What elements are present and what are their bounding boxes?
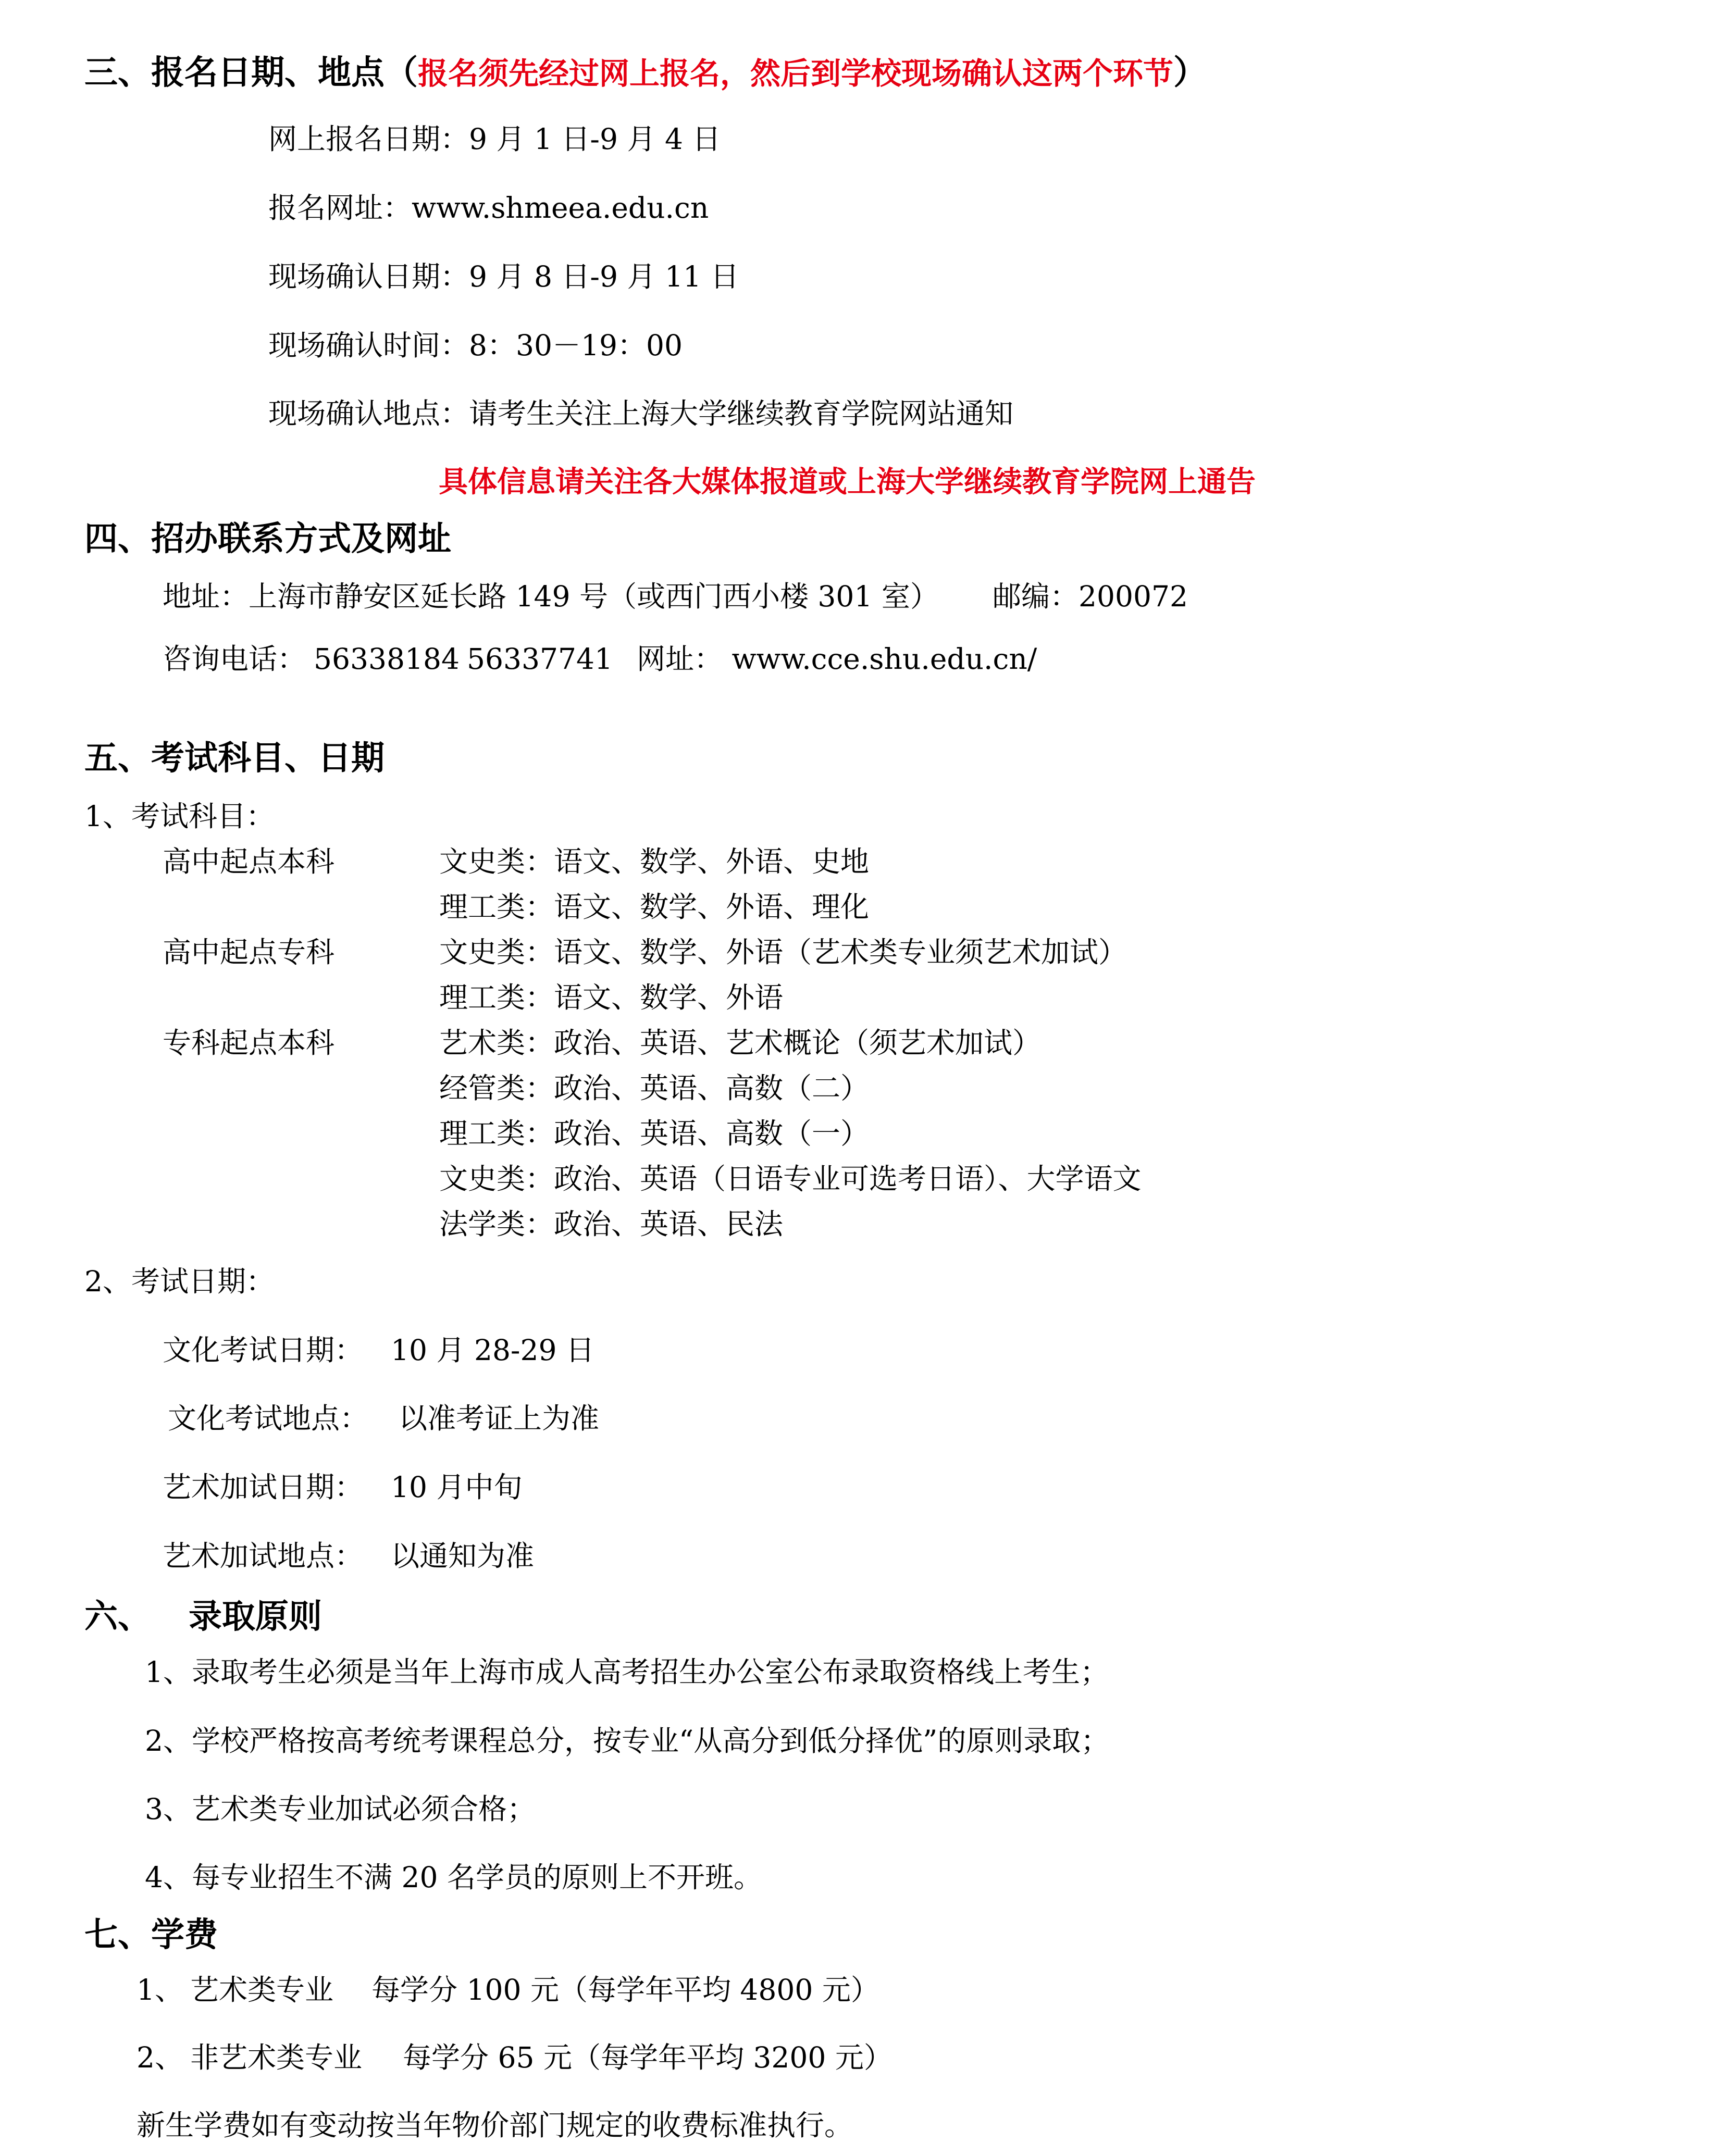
onsite-confirm-location: 现场确认地点：请考生关注上海大学继续教育学院网站通知 xyxy=(268,397,1014,430)
exam-location-value: 以准考证上为准 xyxy=(399,1402,600,1435)
art-exam-location-value: 以通知为准 xyxy=(391,1539,535,1573)
exam-location-label: 文化考试地点： xyxy=(168,1402,369,1435)
phone-number-2: 56337741 xyxy=(467,642,613,676)
track-line: 法学类：政治、英语、民法 xyxy=(439,1207,784,1241)
admission-rule: 3、艺术类专业加试必须合格； xyxy=(145,1792,536,1826)
section-6-heading-number: 六、 xyxy=(84,1598,151,1636)
fee-price: 每学分 100 元（每学年平均 4800 元） xyxy=(371,1973,879,2007)
fee-number: 1、 xyxy=(137,1973,183,2007)
fee-number: 2、 xyxy=(137,2041,183,2074)
onsite-confirm-date: 现场确认日期：9 月 8 日-9 月 11 日 xyxy=(268,260,739,293)
admission-rule: 4、每专业招生不满 20 名学员的原则上不开班。 xyxy=(145,1861,762,1894)
subjects-label: 1、考试科目： xyxy=(84,800,275,833)
online-registration-date: 网上报名日期：9 月 1 日-9 月 4 日 xyxy=(268,122,721,156)
exam-date-value: 10 月 28-29 日 xyxy=(391,1334,594,1367)
onsite-confirm-time: 现场确认时间：8：30－19：00 xyxy=(268,329,683,362)
phone-number-1: 56338184 xyxy=(314,642,460,676)
track-line: 艺术类：政治、英语、艺术概论（须艺术加试） xyxy=(439,1026,1042,1060)
office-website: 网址： www.cce.shu.edu.cn/ xyxy=(637,642,1037,676)
phone-label: 咨询电话： xyxy=(163,642,306,676)
art-exam-location-label: 艺术加试地点： xyxy=(163,1539,364,1573)
art-exam-date-value: 10 月中旬 xyxy=(391,1470,523,1504)
admission-rule: 2、学校严格按高考统考课程总分，按专业“从高分到低分择优”的原则录取； xyxy=(145,1724,1110,1758)
track-line: 理工类：语文、数学、外语、理化 xyxy=(439,890,870,924)
fee-price: 每学分 65 元（每学年平均 3200 元） xyxy=(403,2041,893,2074)
level-hs-associate: 高中起点专科 xyxy=(163,936,335,969)
level-associate-bachelor: 专科起点本科 xyxy=(163,1026,335,1060)
track-line: 经管类：政治、英语、高数（二） xyxy=(439,1071,870,1105)
exam-date-label: 文化考试日期： xyxy=(163,1334,364,1367)
section-6-heading: 录取原则 xyxy=(189,1598,322,1636)
section-3-title: 三、报名日期、地点 xyxy=(84,54,385,92)
art-exam-date-label: 艺术加试日期： xyxy=(163,1470,364,1504)
section-7-heading: 七、学费 xyxy=(84,1916,218,1954)
paren-open: （ xyxy=(385,54,418,92)
section-5-heading: 五、考试科目、日期 xyxy=(84,739,385,778)
dates-label: 2、考试日期： xyxy=(84,1265,275,1298)
registration-website: 报名网址：www.shmeea.edu.cn xyxy=(268,191,709,225)
track-line: 文史类：语文、数学、外语、史地 xyxy=(439,845,870,878)
paren-close: ） xyxy=(1173,54,1207,92)
registration-note: 报名须先经过网上报名，然后到学校现场确认这两个环节 xyxy=(418,56,1174,91)
section-4-heading: 四、招办联系方式及网址 xyxy=(84,520,451,558)
track-line: 文史类：政治、英语（日语专业可选考日语）、大学语文 xyxy=(439,1162,1142,1195)
section-3-heading xyxy=(84,56,1207,90)
level-hs-bachelor: 高中起点本科 xyxy=(163,845,335,878)
media-notice: 具体信息请关注各大媒体报道或上海大学继续教育学院网上通告 xyxy=(439,465,1256,499)
track-line: 理工类：政治、英语、高数（一） xyxy=(439,1117,870,1150)
admission-rule: 1、录取考生必须是当年上海市成人高考招生办公室公布录取资格线上考生； xyxy=(145,1655,1109,1689)
postcode: 邮编：200072 xyxy=(993,580,1188,613)
track-line: 理工类：语文、数学、外语 xyxy=(439,981,784,1014)
fee-major: 非艺术类专业 xyxy=(190,2041,363,2074)
office-address: 地址：上海市静安区延长路 149 号（或西门西小楼 301 室） xyxy=(163,580,939,613)
fee-change-note: 新生学费如有变动按当年物价部门规定的收费标准执行。 xyxy=(137,2109,853,2142)
track-line: 文史类：语文、数学、外语（艺术类专业须艺术加试） xyxy=(439,936,1127,969)
fee-major: 艺术类专业 xyxy=(190,1973,334,2007)
